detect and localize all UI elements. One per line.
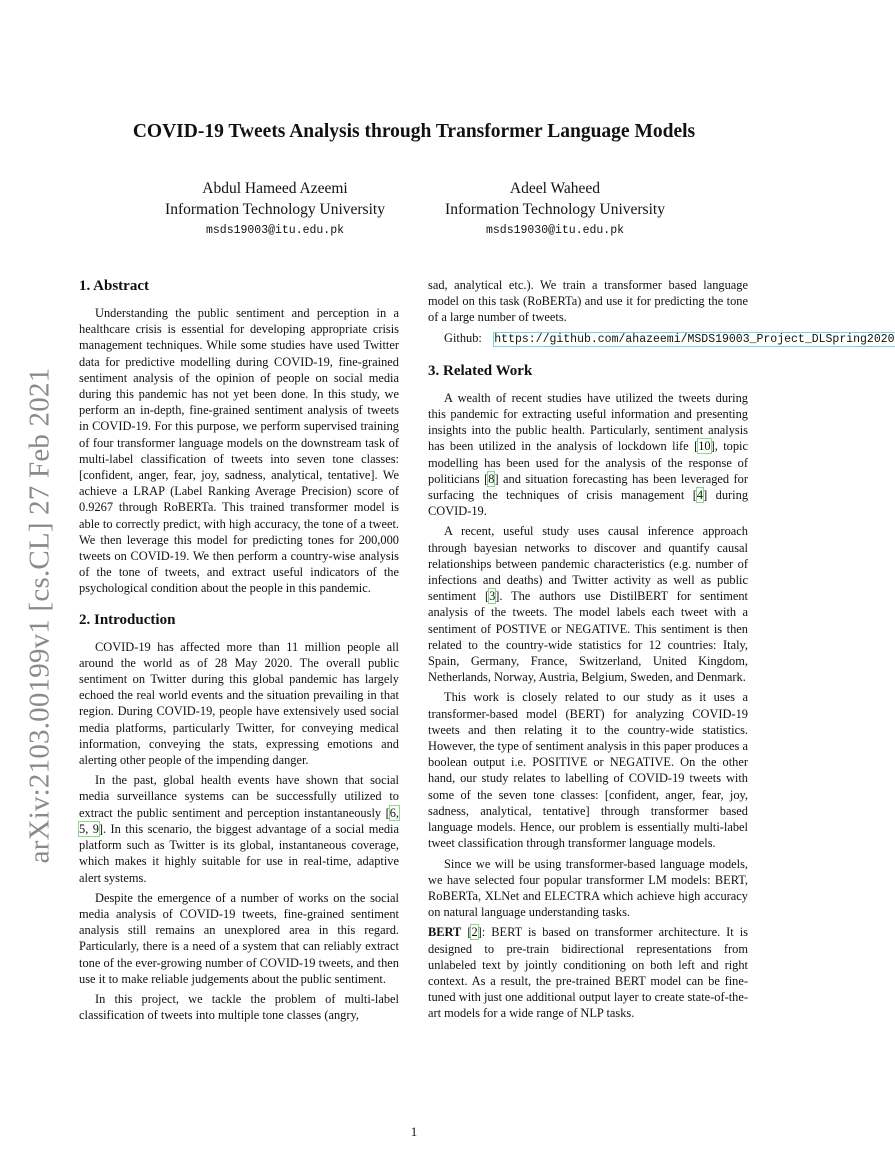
arxiv-stamp bbox=[15, 365, 65, 865]
related-text: ]. The authors use DistilBERT for sentiment analysis of the tweets. The model labels each tweet with a sentiment of POSTIVE or NEGATIVE. This sentiment is then related to the country-wide statistics for 12 countries: Italy, Spain, Germany, France, Switzerland, United Kingdom, Netherlands, Norway, Austria, Belgium, Sweden, and Denmark. bbox=[428, 589, 748, 685]
citation-link[interactable]: 8 bbox=[488, 471, 495, 486]
citation-link[interactable]: 4 bbox=[696, 488, 704, 503]
intro-p2-text: In the past, global health events have shown that social media surveillance systems can be successfully utilized to extract the public sentiment and perception instantaneously [ bbox=[79, 773, 399, 820]
related-paragraph-4: Since we will be using transformer-based language models, we have selected four popular transformer LM models: BERT, RoBERTa, XLNet and ELECTRA which achieve high accuracy on natural language understanding tasks. bbox=[428, 856, 748, 920]
intro-paragraph-2 bbox=[79, 772, 399, 885]
bert-term: BERT bbox=[428, 925, 462, 940]
author-email[interactable]: msds19003@itu.edu.pk bbox=[205, 224, 345, 237]
author-name: Abdul Hameed Azeemi bbox=[202, 180, 348, 197]
citation-link[interactable]: 10 bbox=[698, 439, 711, 454]
author-affiliation: Information Technology University bbox=[165, 201, 385, 218]
related-paragraph-3: This work is closely related to our study as it uses a transformer-based model (BERT) for analyzing COVID-19 tweets and then relating it to the country-wide statistics. However, the type of sentiment analysis in this paper produces a boolean output i.e. POSITIVE or NEGATIVE. On the other hand, our study relates to labelling of COVID-19 tweets with some of the seven tone classes: [confident, anger, fear, joy, sadness, analytical, tentative] through transformer based language models. Hence, our problem is essentially multi-label tweet classification through transformer language models. bbox=[428, 690, 748, 851]
github-link[interactable]: https://github.com/ahazeemi/MSDS19003_Project_DLSpring2020 bbox=[494, 332, 895, 346]
citation-link[interactable]: 3 bbox=[489, 589, 496, 604]
intro-p2-text: ]. In this scenario, the biggest advantage of a social media platform such as Twitter is its global, instantaneous coverage, which makes it highly suitable for use in real-time, adaptive alert systems. bbox=[79, 821, 399, 885]
related-work-heading: 3. Related Work bbox=[428, 362, 533, 379]
page-number: 1 bbox=[410, 1124, 418, 1139]
intro-paragraph-4-continued: sad, analytical etc.). We train a transformer based language model on this task (RoBERTa) and use it for predicting the tone of a large number of tweets. bbox=[428, 278, 748, 325]
left-column bbox=[79, 277, 399, 1027]
author-email[interactable]: msds19030@itu.edu.pk bbox=[485, 224, 625, 237]
right-column bbox=[428, 277, 895, 1026]
related-text: A wealth of recent studies have utilized the tweets during this pandemic for extracting useful information and presenting insights into the public health. Particularly, sentiment analysis has been utilized in the analysis of lockdown life [ bbox=[428, 390, 748, 454]
author-block-2 bbox=[415, 178, 695, 242]
arxiv-id: arXiv:2103.00199v1 [cs.CL] 27 Feb 2021 bbox=[23, 367, 56, 863]
related-paragraph-5: BERT [2]: BERT is based on transformer architecture. It is designed to pre-train bidirectional representations from unlabeled text by jointly conditioning on both left and right context. As a result, the pre-trained BERT model can be fine-tuned with just one additional output layer to create state-of-the-art models for a wide range of NLP tasks. bbox=[428, 925, 749, 1021]
related-paragraph-1 bbox=[428, 390, 748, 520]
author-block-1 bbox=[135, 178, 415, 242]
github-line bbox=[428, 330, 895, 348]
abstract-text: Understanding the public sentiment and perception in a healthcare crisis is essential for developing appropriate crisis management techniques. While some studies have used Twitter data for predictive modelling during COVID-19, fine-grained sentiment analysis of the opinion of people on social media during this pandemic has not yet been done. In this study, we perform an in-depth, fine-grained sentiment analysis of tweets in COVID-19. For this purpose, we perform supervised training of four transformer language models on the downstream task of multi-label classification of tweets into seven tone classes: [confident, anger, fear, joy, sadness, analytical, tentative]. We achieve a LRAP (Label Ranking Average Precision) score of 0.9267 through RoBERTa. This trained transformer model is able to correctly predict, with high accuracy, the tone of a tweet. We then leverage this model for predicting tones for 200,000 tweets on COVID-19. We then perform a country-wise analysis of the tone of tweets, and extract useful indicators of the psychological condition about the people in this pandemic. bbox=[79, 306, 399, 596]
introduction-heading: 2. Introduction bbox=[79, 611, 176, 628]
related-text: : BERT is based on transformer architecture. It is designed to pre-train bidirectional representations from unlabeled text by jointly conditioning on both left and right context. As a result, the pre-trained BERT model can be fine-tuned with just one additional output layer to create state-of-the-art models for a wide range of NLP tasks. bbox=[428, 925, 749, 1021]
github-label: Github: bbox=[444, 330, 482, 345]
intro-paragraph-1: COVID-19 has affected more than 11 million people all around the world as of 28 May 2020. The overall public sentiment on Twitter during this global pandemic has largely echoed the real world events and the situation prevailing in that region. During COVID-19, people have extensively used social media platforms, particularly Twitter, for conveying medical information, conveying the stats, expressing emotions and alerting other people of the impending danger. bbox=[79, 639, 399, 768]
citation-link[interactable]: 2 bbox=[471, 925, 478, 940]
abstract-heading: 1. Abstract bbox=[79, 278, 149, 294]
paper-title: COVID-19 Tweets Analysis through Transformer Language Models bbox=[132, 121, 696, 142]
author-affiliation: Information Technology University bbox=[445, 201, 665, 218]
intro-paragraph-3: Despite the emergence of a number of works on the social media analysis of COVID-19 tweets, fine-grained sentiment analysis still remains an unexplored area in this regard. Particularly, there is a need of a system that can reliably extract tone of the ever-growing number of COVID-19 tweets, and then use it to make reliable judgements about the public sentiment. bbox=[79, 890, 399, 986]
related-paragraph-2 bbox=[428, 523, 748, 685]
related-text: A recent, useful study uses causal inference approach through bayesian networks to discover and quantify causal relationships between pandemic characteristics (e.g. number of infections and deaths) and Twitter activity as well as public sentiment [ bbox=[428, 524, 748, 604]
intro-paragraph-4: In this project, we tackle the problem of multi-label classification of tweets into multiple tone classes (angry, bbox=[79, 991, 399, 1023]
related-text: ] and situation forecasting has been leveraged for surfacing the techniques of crisis management [ bbox=[428, 471, 749, 503]
related-text: ], topic modelling has been used for the analysis of the response of politicians [ bbox=[428, 439, 748, 486]
citation-link[interactable]: 6, 5, 9 bbox=[79, 805, 399, 836]
related-text: ] during COVID-19. bbox=[428, 488, 749, 519]
author-name: Adeel Waheed bbox=[509, 180, 601, 197]
